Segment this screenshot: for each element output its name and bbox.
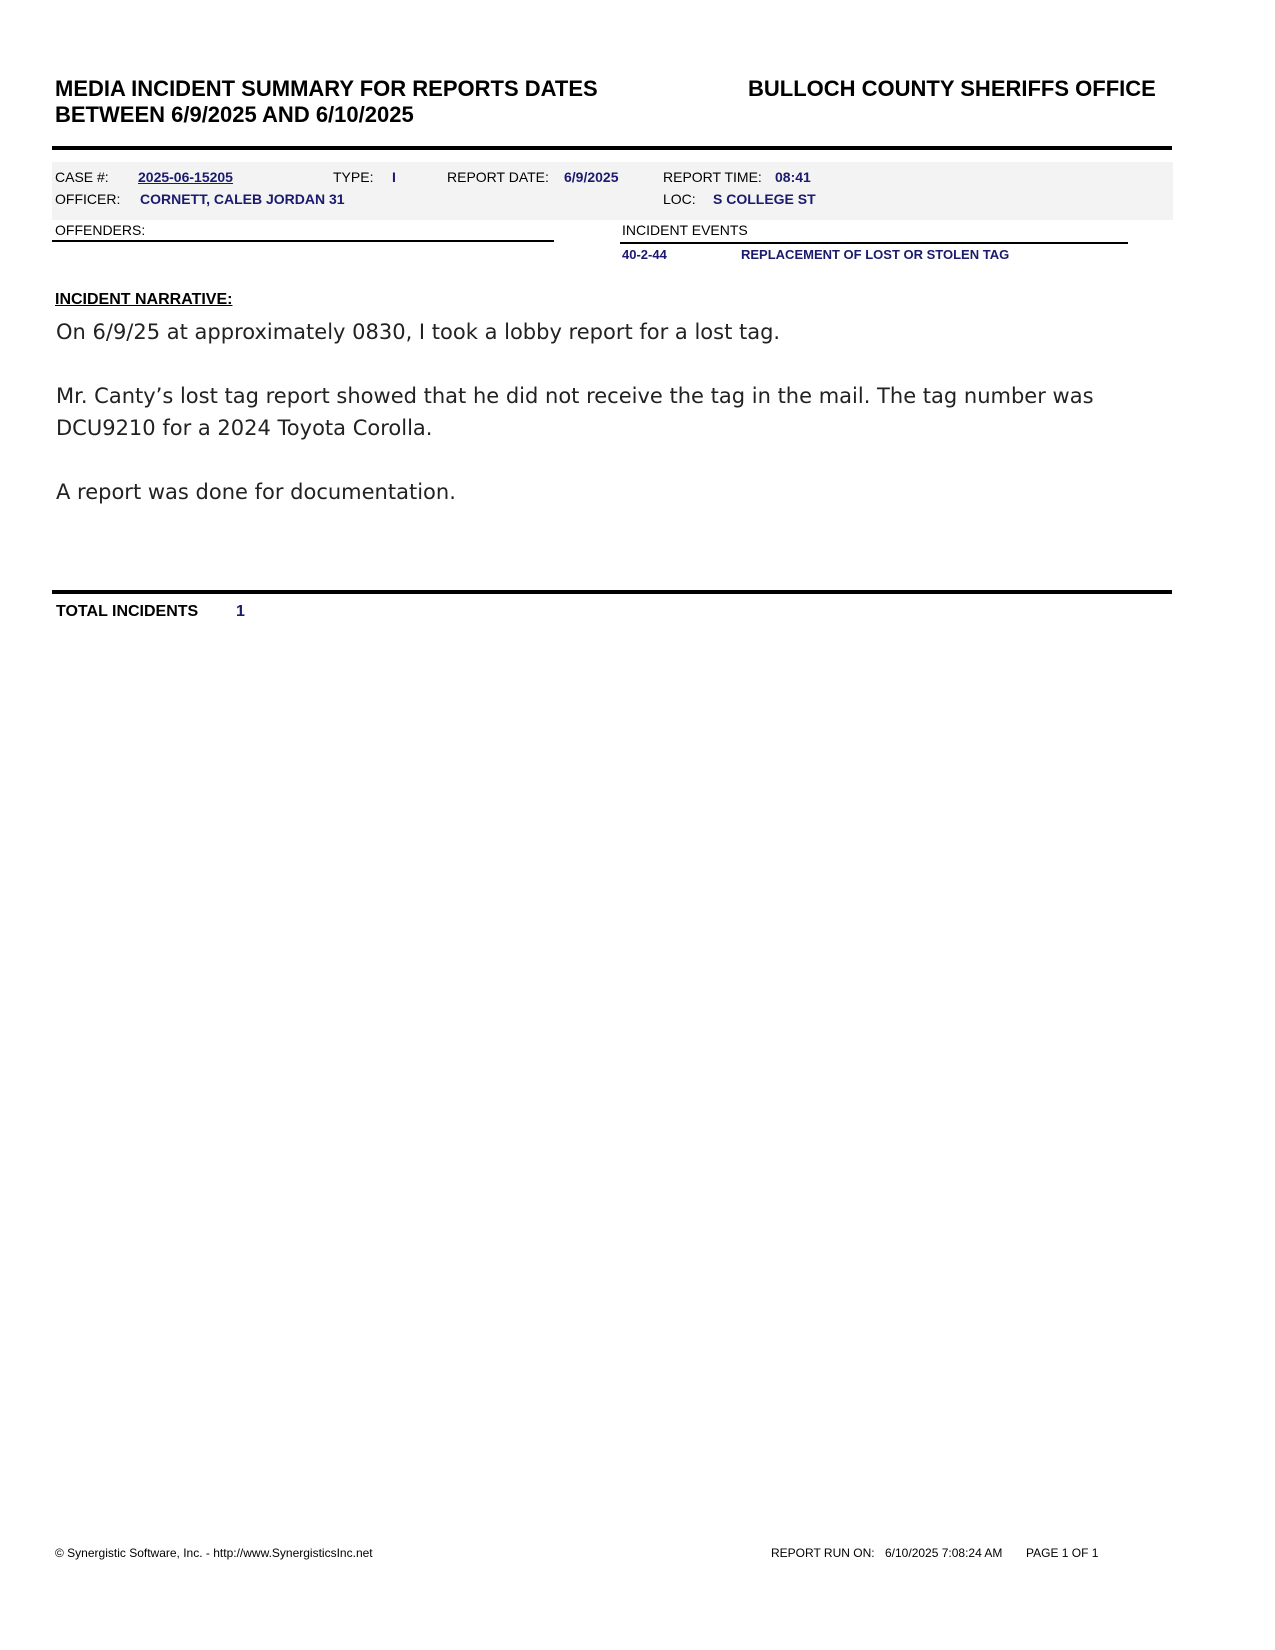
offenders-underline: [52, 240, 554, 242]
total-incidents-label: TOTAL INCIDENTS: [56, 603, 199, 620]
report-title-line2: BETWEEN 6/9/2025 AND 6/10/2025: [55, 102, 414, 127]
incident-event-description: REPLACEMENT OF LOST OR STOLEN TAG: [741, 247, 1010, 262]
footer-copyright: © Synergistic Software, Inc. - http://www.SynergisticsInc.net: [55, 1546, 373, 1560]
incident-events-underline: [620, 242, 1128, 244]
officer-value: CORNETT, CALEB JORDAN 31: [140, 191, 345, 207]
type-value: I: [392, 169, 396, 185]
footer-page-number: PAGE 1 OF 1: [1026, 1546, 1099, 1560]
total-incidents-value: 1: [236, 603, 245, 620]
totals-divider: [52, 590, 1172, 594]
narrative-paragraph: Mr. Canty’s lost tag report showed that he did not receive the tag in the mail. The tag number was DCU9210 for a 2024 Toyota Corolla.: [56, 384, 1094, 440]
narrative-paragraph: On 6/9/25 at approximately 0830, I took a lobby report for a lost tag.: [56, 320, 781, 344]
incident-events-label: INCIDENT EVENTS: [622, 222, 748, 238]
case-number-link[interactable]: 2025-06-15205: [138, 169, 233, 185]
type-label: TYPE:: [333, 169, 374, 185]
location-value: S COLLEGE ST: [713, 191, 816, 207]
report-date-label: REPORT DATE:: [447, 169, 549, 185]
narrative-paragraph: A report was done for documentation.: [56, 480, 456, 504]
officer-label: OFFICER:: [55, 191, 121, 207]
report-title-line1: MEDIA INCIDENT SUMMARY FOR REPORTS DATES: [55, 76, 598, 101]
report-date-value: 6/9/2025: [564, 169, 619, 185]
narrative-body: [56, 316, 1136, 540]
report-time-value: 08:41: [775, 169, 811, 185]
footer-run-on-value: 6/10/2025 7:08:24 AM: [885, 1546, 1003, 1560]
offenders-label: OFFENDERS:: [55, 222, 146, 238]
case-number-label: CASE #:: [55, 169, 109, 185]
narrative-heading: INCIDENT NARRATIVE:: [55, 291, 233, 308]
incident-event-code: 40-2-44: [622, 247, 667, 262]
report-title: [55, 76, 598, 128]
header-divider: [52, 146, 1172, 150]
report-time-label: REPORT TIME:: [663, 169, 762, 185]
footer-run-on-label: REPORT RUN ON:: [771, 1546, 875, 1560]
agency-name: BULLOCH COUNTY SHERIFFS OFFICE: [748, 76, 1156, 101]
location-label: LOC:: [663, 191, 696, 207]
